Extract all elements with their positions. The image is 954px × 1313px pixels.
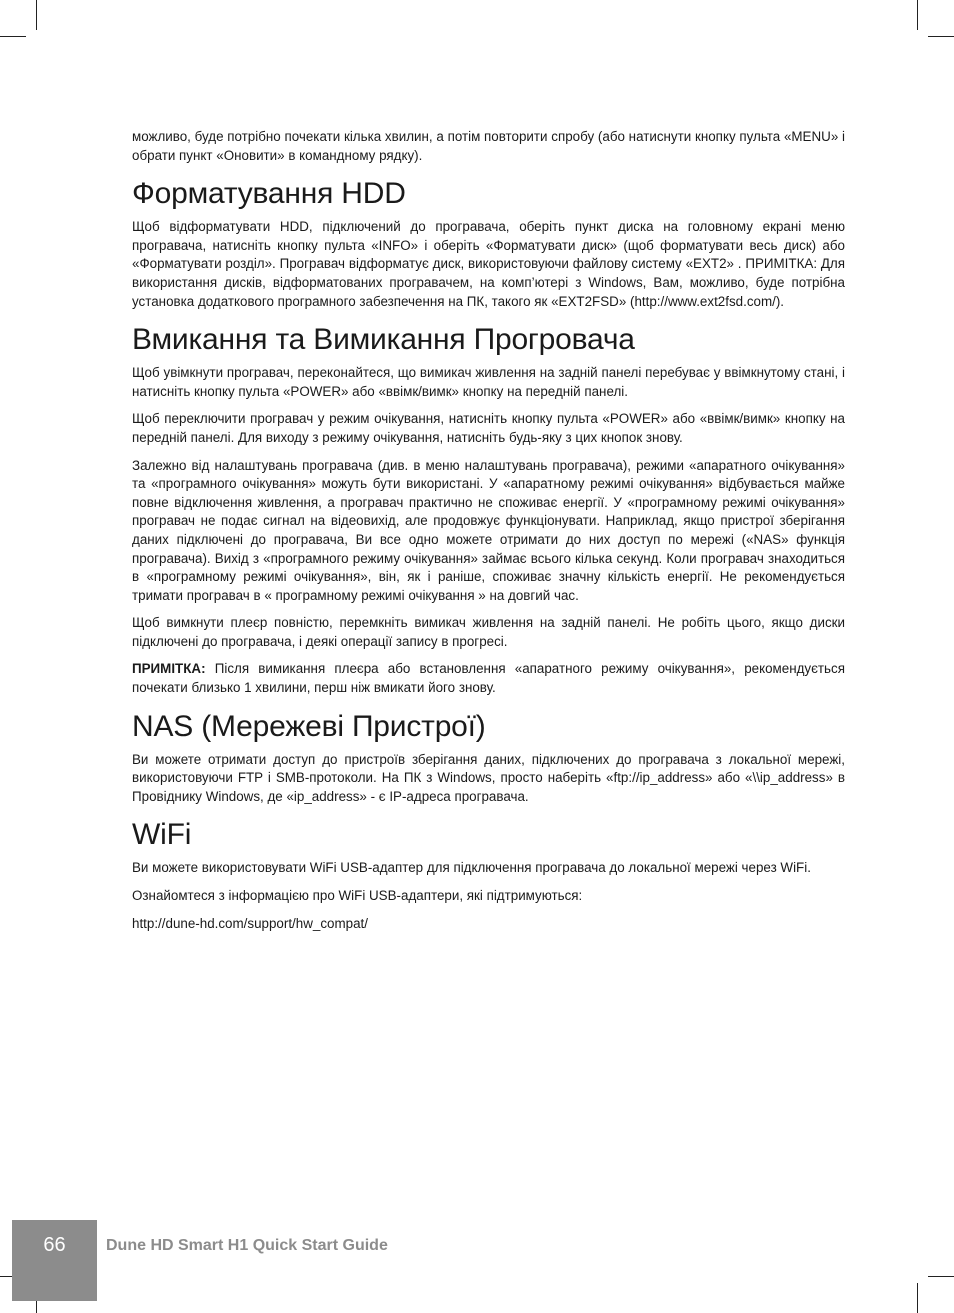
wifi-link: http://dune-hd.com/support/hw_compat/ bbox=[132, 915, 368, 931]
power-paragraph-3: Залежно від налаштувань програвача (див. в меню налаштувань програвача), режими «апаратного очікування» та «програмного очікування» можуть бути використані. У «апаратному режимі очікування» відбувається майже повне відключення живлення, а програвач практично не споживає енергії. У «програмному режимі очікування» програвач не подає сигнал на відеовихід, але продовжує функціонувати. Наприклад, якщо пристрої зберігання даних підключені до програвача, Ви все одно можете отримати до них доступ по мережі («NAS» функція програвача). Вихід з «програмного режиму очікування» займає всього кілька секунд. Коли програвач знаходиться в «програмному режимі очікування», він, як і раніше, споживає значну кількість енергії. Не рекомендується тримати програвач в « програмному режимі очікування » на довгий час. bbox=[132, 457, 845, 603]
heading-nas: NAS (Мережеві Пристрої) bbox=[132, 709, 486, 743]
note-label: ПРИМІТКА: bbox=[132, 661, 206, 677]
note-text: Після вимикання плеєра або встановлення «апаратного режиму очікування», рекомендується почекати близько 1 хвилини, перш ніж вмикати його знову. bbox=[132, 661, 845, 696]
heading-wifi: WiFi bbox=[132, 818, 192, 852]
crop-mark bbox=[917, 0, 918, 30]
heading-power: Вмикання та Вимикання Прогровача bbox=[132, 323, 635, 357]
power-paragraph-1: Щоб увімкнути програвач, переконайтеся, що вимикач живлення на задній панелі перебуває у ввімкнутому стані, і натисніть кнопку пульта «POWER» або «ввімк/вимк» кнопку на передній панелі. bbox=[132, 365, 845, 399]
page-content bbox=[132, 128, 845, 942]
wifi-paragraph-1: Ви можете використовувати WiFi USB-адаптер для підключення програвача до локальної мережі через WiFi. bbox=[132, 860, 811, 876]
crop-mark bbox=[917, 1283, 918, 1313]
power-paragraph-2: Щоб переключити програвач у режим очікування, натисніть кнопку пульта «POWER» або «ввімк/вимк» кнопку на передній панелі. Для виходу з режиму очікування, натисніть будь-яку з цих кнопок знову. bbox=[132, 411, 845, 445]
wifi-paragraph-2: Ознайомтеся з інформацією про WiFi USB-адаптери, які підтримуються: bbox=[132, 888, 583, 904]
intro-paragraph: можливо, буде потрібно почекати кілька хвилин, а потім повторити спробу (або натиснути кнопку пульта «MENU» і обрати пункт «Оновити» в командному рядку). bbox=[132, 129, 845, 163]
format-hdd-paragraph: Щоб відформатувати HDD, підключений до програвача, оберіть пункт диска на головному екрані меню програвача, натисніть кнопку пульта «INFO» і оберіть «Форматувати диск» (щоб форматувати весь диск) або «Форматувати розділ». Програвач відформатує диск, використовуючи файлову систему «EXT2» . ПРИМІТКА: Для використання дисків, відформатованих програвачем, на комп’ютері з Windows, Вам, можливо, буде потрібна установка додаткового програмного забезпечення на ПК, такого як «EXT2FSD» (http://www.ext2fsd.com/). bbox=[132, 219, 845, 309]
nas-paragraph: Ви можете отримати доступ до пристроїв зберігання даних, підключених до програвача з локальної мережі, використовуючи FTP і SMB-протоколи. На ПК з Windows, просто наберіть «ftp://ip_address» або «\\ip_address» в Провіднику Windows, де «ip_address» - є IP-адреса програвача. bbox=[132, 751, 845, 804]
page-number-box bbox=[12, 1220, 97, 1301]
page-number: 66 bbox=[43, 1234, 66, 1256]
heading-format-hdd: Форматування HDD bbox=[132, 177, 406, 211]
crop-mark bbox=[928, 1276, 954, 1277]
crop-mark bbox=[0, 36, 26, 37]
crop-mark bbox=[36, 0, 37, 30]
power-paragraph-4: Щоб вимкнути плеєр повністю, перемкніть вимикач живлення на задній панелі. Не робіть цього, якщо диски підключені до програвача, і деякі операції запису в прогресі. bbox=[132, 615, 845, 649]
crop-mark bbox=[928, 36, 954, 37]
power-note bbox=[132, 660, 845, 697]
footer-title: Dune HD Smart H1 Quick Start Guide bbox=[106, 1237, 388, 1254]
